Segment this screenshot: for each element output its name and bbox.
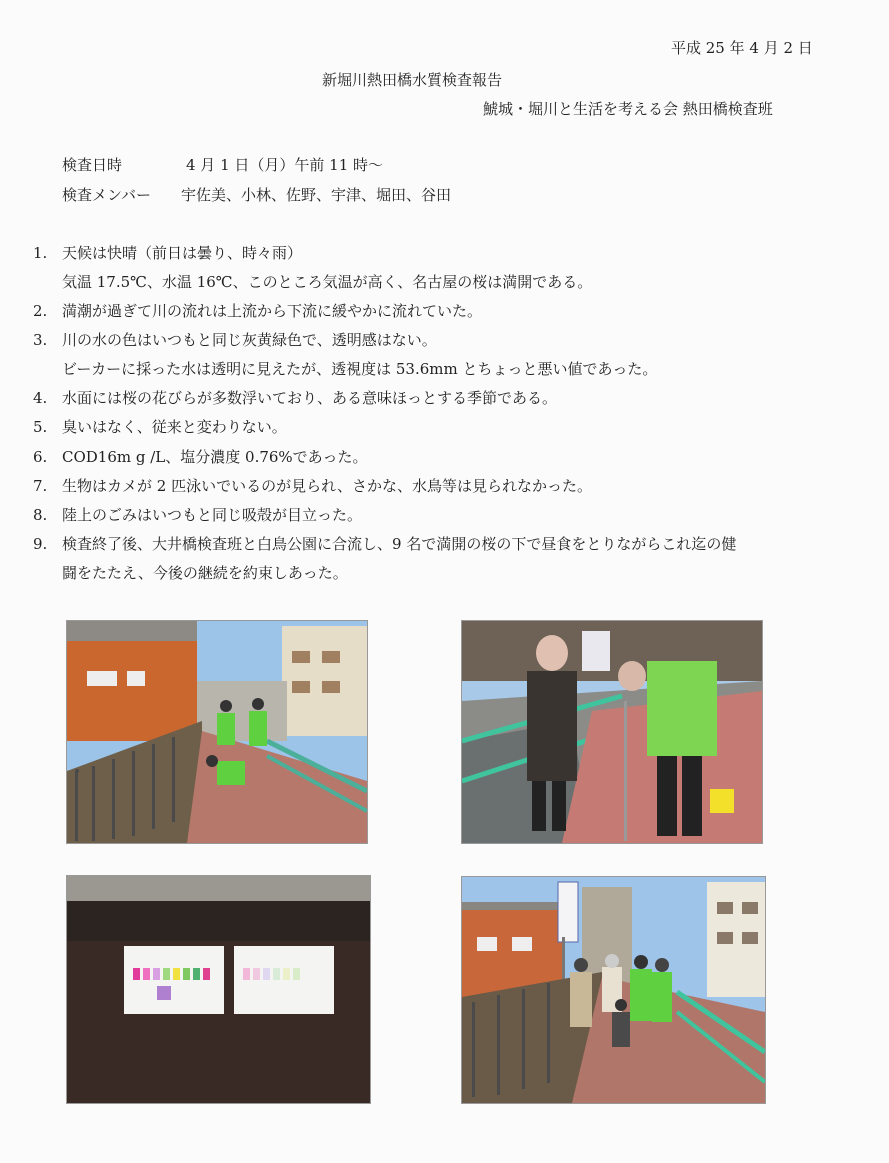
- item-9-number: 9.: [33, 535, 48, 553]
- datetime-value: 4 月 1 日（月）午前 11 時～: [186, 156, 384, 174]
- item-1-continuation: 気温 17.5℃、水温 16℃、このところ気温が高く、名古屋の桜は満開である。: [62, 273, 593, 291]
- item-3-continuation: ビーカーに採った水は透明に見えたが、透視度は 53.6mm とちょっと悪い値であった。: [62, 360, 658, 378]
- item-8-number: 8.: [33, 506, 48, 524]
- photo-bridge-inspection: [66, 620, 368, 844]
- item-6-text: COD16m g /L、塩分濃度 0.76%であった。: [62, 448, 368, 466]
- item-5-text: 臭いはなく、従来と変わりない。: [62, 418, 287, 436]
- item-1-number: 1.: [33, 244, 48, 262]
- item-3-number: 3.: [33, 331, 48, 349]
- report-title: 新堀川熱田橋水質検査報告: [322, 71, 503, 89]
- item-4-text: 水面には桜の花びらが多数浮いており、ある意味ほっとする季節である。: [62, 389, 558, 407]
- item-8-text: 陸上のごみはいつもと同じ吸殻が目立った。: [62, 506, 363, 524]
- item-2-number: 2.: [33, 302, 48, 320]
- item-5-number: 5.: [33, 418, 48, 436]
- item-6-number: 6.: [33, 448, 48, 466]
- item-4-number: 4.: [33, 389, 48, 407]
- datetime-label: 検査日時: [62, 156, 123, 174]
- photo-group-on-bridge: [461, 876, 766, 1104]
- item-3-text: 川の水の色はいつもと同じ灰黄緑色で、透明感はない。: [62, 331, 437, 349]
- organization: 鯱城・堀川と生活を考える会 熱田橋検査班: [483, 100, 773, 118]
- item-1-text: 天候は快晴（前日は曇り、時々雨）: [62, 244, 303, 262]
- photo-test-results: [66, 875, 371, 1104]
- members-label: 検査メンバー: [62, 186, 151, 204]
- item-9-continuation: 闘をたたえ、今後の継続を約束しあった。: [62, 564, 348, 582]
- item-7-text: 生物はカメが 2 匹泳いでいるのが見られ、さかな、水鳥等は見られなかった。: [62, 477, 592, 495]
- item-2-text: 満潮が過ぎて川の流れは上流から下流に緩やかに流れていた。: [62, 302, 483, 320]
- item-9-text: 検査終了後、大井橋検査班と白鳥公園に合流し、9 名で満開の桜の下で昼食をとりながらこれ迄の健: [62, 535, 737, 553]
- photo-water-sampling: [461, 620, 763, 844]
- report-date: 平成 25 年 4 月 2 日: [671, 39, 813, 57]
- members-value: 宇佐美、小林、佐野、宇津、堀田、谷田: [181, 186, 452, 204]
- item-7-number: 7.: [33, 477, 48, 495]
